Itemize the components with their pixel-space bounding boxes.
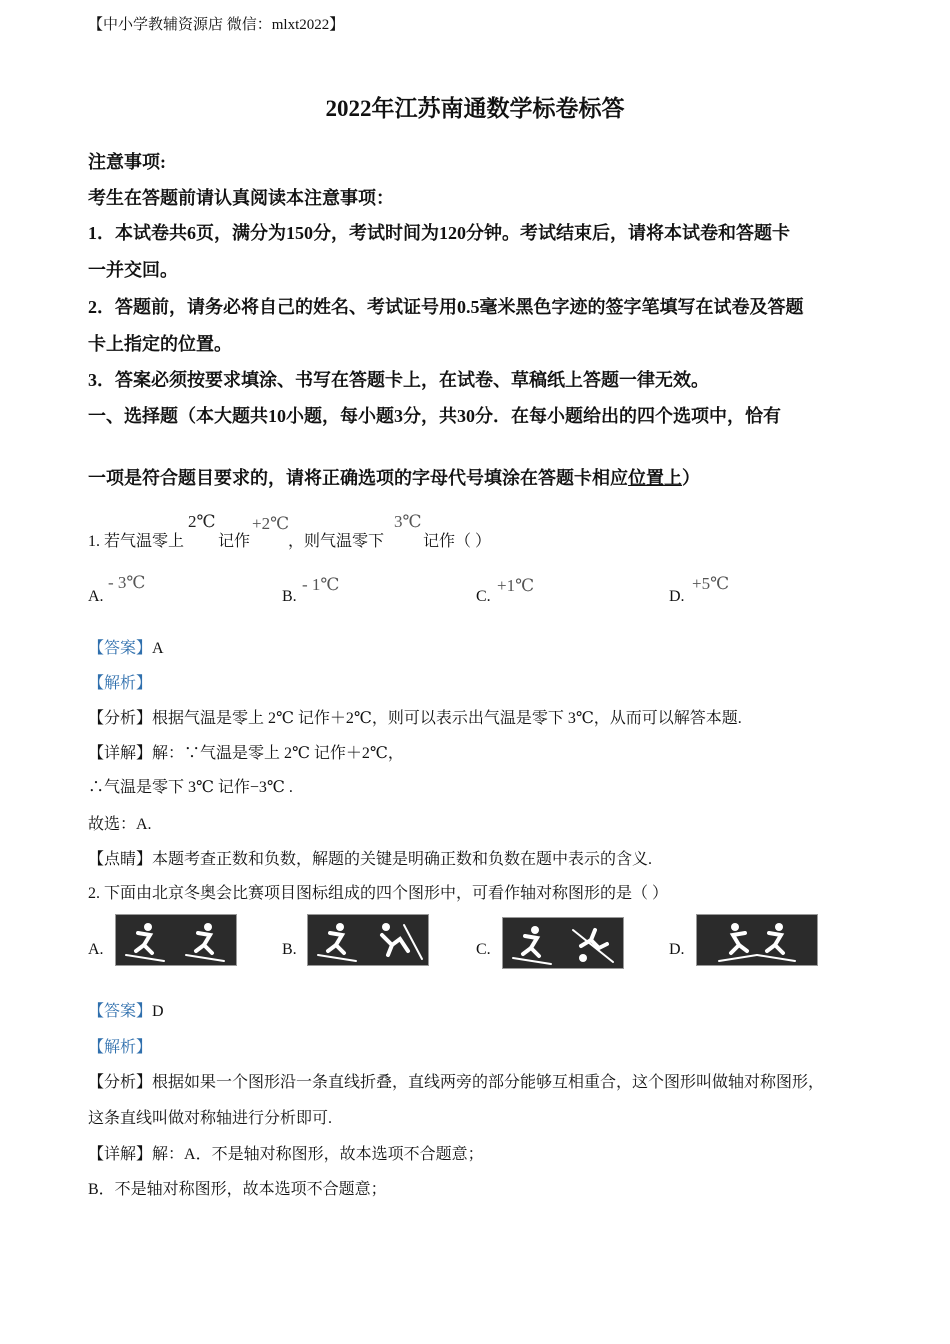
- q2-option-b-explanation: B．不是轴对称图形，故本选项不合题意；: [88, 1181, 387, 1198]
- q1-option-c-label: C.: [476, 588, 491, 605]
- q1-therefore: ∴气温是零下 3℃ 记作−3℃ .: [88, 779, 293, 796]
- q1-dianjing-tag: 【点睛】: [88, 851, 153, 868]
- section-heading-cont: [88, 464, 700, 490]
- q2-fenxi-tag: 【分析】: [88, 1074, 153, 1091]
- q2-option-d-label: D.: [669, 941, 685, 958]
- q2-option-a-image: [115, 914, 237, 966]
- q2-option-d-image: [696, 914, 818, 966]
- section-text-underlined: 位置上: [628, 468, 682, 488]
- q2-option-c-label: C.: [476, 941, 491, 958]
- q2-stem: 2. 下面由北京冬奥会比赛项目图标组成的四个图形中，可看作轴对称图形的是（ ）: [88, 885, 669, 902]
- q1-xiangjie-text: 解：∵气温是零上 2℃ 记作＋2℃，: [152, 745, 404, 762]
- section-text-end: ）: [682, 468, 700, 488]
- q1-dianjing-text: 本题考查正数和负数，解题的关键是明确正数和负数在题中表示的含义.: [152, 851, 653, 868]
- q1-choose: 故选：A.: [88, 816, 152, 833]
- q1-answer-value: A: [152, 640, 164, 657]
- section-text: 一项是符合题目要求的，请将正确选项的字母代号填涂在: [88, 468, 538, 488]
- q1-dianjing: [88, 846, 652, 869]
- notice-heading: 注意事项:: [88, 152, 166, 172]
- notice-item-2-cont: 卡上指定的位置。: [88, 334, 232, 354]
- q2-option-a-label: A.: [88, 941, 104, 958]
- q2-xiangjie-text: 解：A．不是轴对称图形，故本选项不合题意；: [152, 1146, 484, 1163]
- q1-option-b-value: - 1℃: [302, 575, 340, 594]
- section-heading: 一、选择题（本大题共10小题，每小题3分，共30分．在每小题给出的四个选项中，恰有: [88, 406, 781, 426]
- q2-option-b-image: [307, 914, 429, 966]
- q1-fenxi-text: 根据气温是零上 2℃ 记作＋2℃，则可以表示出气温是零下 3℃，从而可以解答本题.: [152, 710, 742, 727]
- q1-option-c-value: +1℃: [497, 576, 535, 595]
- q2-answer: [88, 998, 164, 1021]
- q2-fenxi-cont: 这条直线叫做对称轴进行分析即可.: [88, 1110, 333, 1127]
- header-watermark: 【中小学教辅资源店 微信：mlxt2022】: [88, 17, 345, 33]
- q2-xiangjie-tag: 【详解】: [88, 1146, 153, 1163]
- q1-answer-tag: 【答案】: [88, 640, 153, 657]
- q2-answer-tag: 【答案】: [88, 1003, 153, 1020]
- q2-option-b-label: B.: [282, 941, 297, 958]
- section-text-highlight: 答题卡相应: [538, 468, 628, 488]
- q2-xiangjie: [88, 1141, 484, 1164]
- q2-analysis-tag: 【解析】: [88, 1039, 153, 1056]
- page-title: 2022年江苏南通数学标卷标答: [325, 96, 625, 121]
- ski-pictogram-pair-rotated: [503, 918, 623, 968]
- q1-option-a-value: - 3℃: [108, 573, 146, 592]
- q1-math-3: 3℃: [394, 512, 422, 531]
- ski-pictogram-pair-mirrored: [697, 915, 817, 965]
- q1-stem-part2: 记作: [218, 533, 251, 550]
- q1-option-d-value: +5℃: [692, 574, 730, 593]
- q2-answer-value: D: [152, 1003, 164, 1020]
- ski-pictogram-pair-same: [116, 915, 236, 965]
- notice-item-3: 3．答案必须按要求填涂、书写在答题卡上，在试卷、草稿纸上答题一律无效。: [88, 370, 709, 390]
- q1-xiangjie: [88, 740, 404, 763]
- notice-item-1: 1．本试卷共6页，满分为150分，考试时间为120分钟。考试结束后，请将本试卷和答题卡: [88, 223, 790, 243]
- q1-fenxi-tag: 【分析】: [88, 710, 153, 727]
- q1-analysis-tag: 【解析】: [88, 675, 153, 692]
- q2-fenxi-text: 根据如果一个图形沿一条直线折叠，直线两旁的部分能够互相重合，这个图形叫做轴对称图形，: [152, 1074, 825, 1091]
- notice-item-1-cont: 一并交回。: [88, 260, 178, 280]
- q1-math-1: 2℃: [188, 512, 216, 531]
- q1-option-b-label: B.: [282, 588, 297, 605]
- q1-stem-part1: 1. 若气温零上: [88, 533, 185, 550]
- q2-fenxi: [88, 1069, 824, 1092]
- q1-stem-part4: 记作（ ）: [423, 533, 492, 550]
- q1-fenxi: [88, 705, 742, 728]
- notice-item-2: 2．答题前，请务必将自己的姓名、考试证号用0.5毫米黑色字迹的签字笔填写在试卷及答题: [88, 297, 804, 317]
- q1-xiangjie-tag: 【详解】: [88, 745, 153, 762]
- q1-answer: [88, 635, 164, 658]
- q1-stem-part3: ，则气温零下: [288, 533, 385, 550]
- q2-option-c-image: [502, 917, 624, 969]
- q1-math-2: +2℃: [252, 514, 290, 533]
- q1-option-a-label: A.: [88, 588, 104, 605]
- ski-pictogram-pair-different: [308, 915, 428, 965]
- q1-option-d-label: D.: [669, 588, 685, 605]
- notice-intro: 考生在答题前请认真阅读本注意事项：: [88, 188, 394, 208]
